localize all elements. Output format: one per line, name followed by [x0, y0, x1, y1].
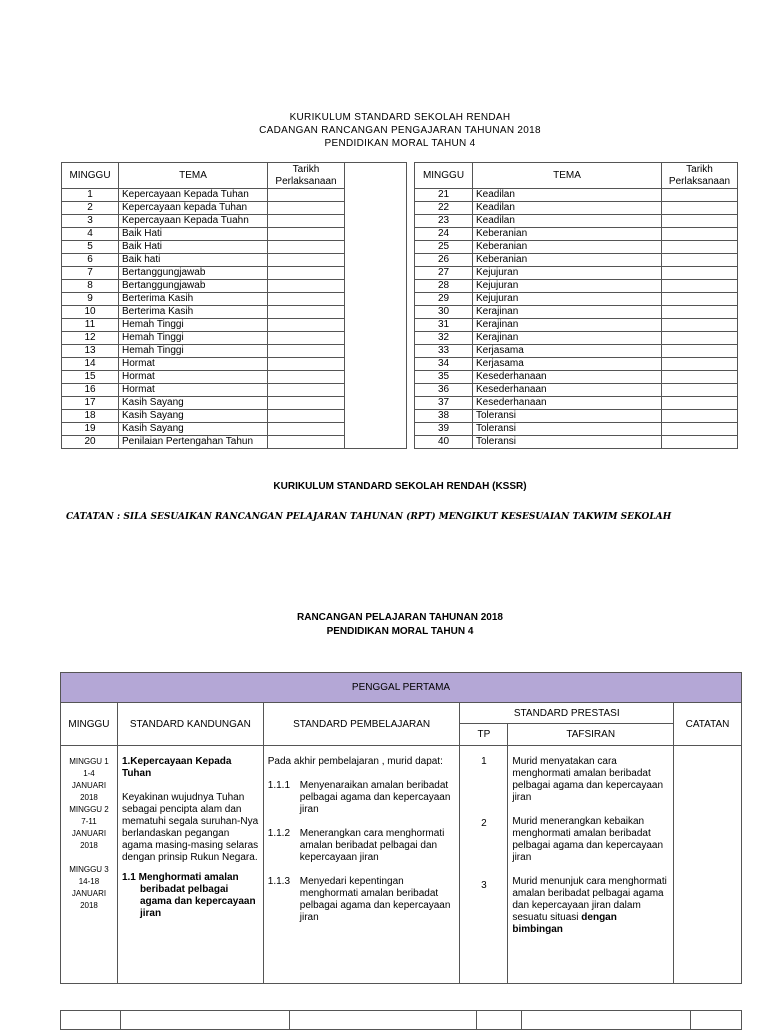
- week-row: [415, 332, 738, 345]
- kandungan-title: 1.Kepercayaan Kepada Tuhan: [121, 756, 232, 779]
- week-entry: MINGGU 1 1-4 JANUARI 2018: [69, 757, 109, 802]
- col-minggu: MINGGU: [62, 163, 119, 189]
- tp-value: 1: [481, 756, 487, 767]
- week-row: [62, 228, 407, 241]
- week-date: [662, 293, 738, 306]
- week-theme: Berterima Kasih: [119, 306, 268, 319]
- weeks-table-left: [61, 162, 407, 449]
- week-date: [662, 215, 738, 228]
- week-theme: Toleransi: [473, 410, 662, 423]
- week-number: 3: [62, 215, 119, 228]
- week-date: [662, 332, 738, 345]
- week-theme: Hemah Tinggi: [119, 345, 268, 358]
- week-number: 32: [415, 332, 473, 345]
- pembelajaran-item: [268, 828, 456, 864]
- week-theme: Baik Hati: [119, 241, 268, 254]
- week-number: 21: [415, 189, 473, 202]
- item-code: 1.1.2: [267, 828, 291, 839]
- week-row: [62, 423, 407, 436]
- week-theme: Kesederhanaan: [473, 384, 662, 397]
- week-date: [662, 267, 738, 280]
- week-number: 31: [415, 319, 473, 332]
- week-theme: Hormat: [119, 384, 268, 397]
- col-standard-prestasi: STANDARD PRESTASI: [460, 703, 674, 724]
- week-date: [268, 280, 345, 293]
- week-theme: Kesederhanaan: [473, 371, 662, 384]
- week-date: [268, 215, 345, 228]
- week-date: [268, 228, 345, 241]
- week-date: [662, 410, 738, 423]
- week-row: [415, 280, 738, 293]
- week-date: [268, 423, 345, 436]
- week-theme: Baik Hati: [119, 228, 268, 241]
- week-row: [415, 215, 738, 228]
- item-code: 1.1.1: [267, 780, 291, 791]
- item-text: Menyedari kepentingan menghormati amalan beribadat pelbagai agama dan kepercayaan jiran: [299, 876, 451, 923]
- week-theme: Kejujuran: [473, 280, 662, 293]
- kandungan-sub: 1.1 Menghormati amalan beribadat pelbagai agama dan kepercayaan jiran: [121, 872, 256, 919]
- week-number: 7: [62, 267, 119, 280]
- header-line-3: PENDIDIKAN MORAL TAHUN 4: [324, 138, 476, 149]
- week-theme: Toleransi: [473, 423, 662, 436]
- kssr-title: KURIKULUM STANDARD SEKOLAH RENDAH (KSSR): [273, 481, 527, 492]
- week-date: [268, 241, 345, 254]
- tp-cell: [460, 746, 508, 984]
- week-row: [415, 371, 738, 384]
- col-tafsiran: TAFSIRAN: [508, 724, 674, 746]
- col-standard-kandungan: STANDARD KANDUNGAN: [117, 703, 263, 746]
- week-number: 14: [62, 358, 119, 371]
- week-theme: Bertanggungjawab: [119, 267, 268, 280]
- week-date: [268, 358, 345, 371]
- week-theme: Hemah Tinggi: [119, 319, 268, 332]
- week-theme: Keberanian: [473, 254, 662, 267]
- week-theme: Kepercayaan kepada Tuhan: [119, 202, 268, 215]
- tafsiran-text: Murid menunjuk cara menghormati amalan beribadat pelbagai agama dan kepercayaan jiran dalam sesuatu situasi: [512, 876, 667, 923]
- week-row: [62, 436, 407, 449]
- weeks-right-body: [415, 189, 738, 449]
- week-number: 5: [62, 241, 119, 254]
- rpt-title: [0, 611, 768, 639]
- week-theme: Bertanggungjawab: [119, 280, 268, 293]
- week-theme: Baik hati: [119, 254, 268, 267]
- week-row: [62, 215, 407, 228]
- week-theme: Kesederhanaan: [473, 397, 662, 410]
- week-date: [268, 436, 345, 449]
- week-number: 37: [415, 397, 473, 410]
- week-theme: Kepercayaan Kepada Tuahn: [119, 215, 268, 228]
- week-row: [62, 306, 407, 319]
- week-row: [62, 371, 407, 384]
- week-theme: Kerajinan: [473, 306, 662, 319]
- rpt-table: [60, 672, 742, 984]
- week-row: [62, 202, 407, 215]
- week-theme: Keadilan: [473, 215, 662, 228]
- week-row: [62, 280, 407, 293]
- week-theme: Kasih Sayang: [119, 410, 268, 423]
- week-number: 18: [62, 410, 119, 423]
- week-number: 10: [62, 306, 119, 319]
- week-entry: MINGGU 3 14-18 JANUARI 2018: [69, 865, 109, 910]
- week-row: [415, 397, 738, 410]
- catatan-cell: [674, 746, 742, 984]
- week-theme: Hemah Tinggi: [119, 332, 268, 345]
- week-row: [415, 241, 738, 254]
- col-tema: TEMA: [119, 163, 268, 189]
- week-number: 30: [415, 306, 473, 319]
- week-theme: Kerajinan: [473, 332, 662, 345]
- col-catatan: CATATAN: [674, 703, 742, 746]
- week-theme: Kerjasama: [473, 345, 662, 358]
- col-minggu: MINGGU: [61, 703, 118, 746]
- week-row: [415, 293, 738, 306]
- week-row: [415, 202, 738, 215]
- week-number: 12: [62, 332, 119, 345]
- week-row: [415, 436, 738, 449]
- week-row: [415, 189, 738, 202]
- week-theme: Kerajinan: [473, 319, 662, 332]
- week-date: [268, 345, 345, 358]
- week-date: [268, 319, 345, 332]
- week-row: [415, 306, 738, 319]
- week-date: [662, 397, 738, 410]
- week-row: [415, 228, 738, 241]
- week-number: 8: [62, 280, 119, 293]
- week-number: 33: [415, 345, 473, 358]
- week-date: [268, 384, 345, 397]
- week-number: 11: [62, 319, 119, 332]
- week-row: [62, 254, 407, 267]
- week-date: [268, 397, 345, 410]
- week-row: [62, 319, 407, 332]
- week-number: 22: [415, 202, 473, 215]
- tafsiran-cell: [508, 746, 674, 984]
- week-entry: MINGGU 2 7-11 JANUARI 2018: [69, 805, 109, 850]
- week-theme: Keberanian: [473, 241, 662, 254]
- week-theme: Kejujuran: [473, 267, 662, 280]
- week-row: [62, 384, 407, 397]
- week-theme: Kasih Sayang: [119, 397, 268, 410]
- week-date: [268, 371, 345, 384]
- term-header: PENGGAL PERTAMA: [61, 673, 742, 703]
- week-date: [662, 371, 738, 384]
- item-text: Menerangkan cara menghormati amalan beribadat pelbagai dan kepercayaan jiran: [299, 828, 445, 863]
- week-row: [415, 345, 738, 358]
- week-number: 16: [62, 384, 119, 397]
- week-row: [415, 267, 738, 280]
- week-row: [62, 410, 407, 423]
- week-row: [62, 189, 407, 202]
- weeks-cell: [61, 746, 118, 984]
- week-date: [268, 254, 345, 267]
- week-row: [62, 358, 407, 371]
- document-header: [0, 111, 768, 150]
- col-minggu: MINGGU: [415, 163, 473, 189]
- week-row: [415, 423, 738, 436]
- week-date: [268, 293, 345, 306]
- week-theme: Keadilan: [473, 202, 662, 215]
- week-date: [268, 306, 345, 319]
- week-number: 36: [415, 384, 473, 397]
- week-number: 1: [62, 189, 119, 202]
- week-number: 28: [415, 280, 473, 293]
- weeks-left-body: [62, 189, 407, 449]
- week-row: [415, 254, 738, 267]
- week-number: 27: [415, 267, 473, 280]
- week-date: [268, 189, 345, 202]
- col-tema: TEMA: [473, 163, 662, 189]
- week-row: [415, 410, 738, 423]
- week-row: [62, 397, 407, 410]
- tafsiran-item: Murid menerangkan kebaikan menghormati amalan beribadat pelbagai agama dan kepercayaan jiran: [512, 816, 664, 863]
- week-number: 6: [62, 254, 119, 267]
- week-date: [662, 423, 738, 436]
- week-number: 9: [62, 293, 119, 306]
- week-theme: Toleransi: [473, 436, 662, 449]
- tafsiran-item: [512, 876, 669, 936]
- week-row: [62, 241, 407, 254]
- week-theme: Keadilan: [473, 189, 662, 202]
- week-number: 26: [415, 254, 473, 267]
- week-number: 15: [62, 371, 119, 384]
- tp-value: 3: [481, 880, 487, 891]
- tafsiran-item: Murid menyatakan cara menghormati amalan beribadat pelbagai agama dan kepercayaan jiran: [512, 756, 664, 803]
- week-number: 24: [415, 228, 473, 241]
- kandungan-text: Keyakinan wujudnya Tuhan sebagai pencipta alam dan mematuhi segala suruhan-Nya berlandaskan pegangan agama masing-masing selaras dengan prinsip Rukun Negara.: [121, 792, 259, 863]
- week-date: [662, 436, 738, 449]
- pembelajaran-item: [268, 876, 456, 924]
- col-standard-pembelajaran: STANDARD PEMBELAJARAN: [263, 703, 460, 746]
- pembelajaran-intro: Pada akhir pembelajaran , murid dapat:: [267, 756, 443, 767]
- standard-kandungan-cell: [117, 746, 263, 984]
- tafsiran-bold: dengan bimbingan: [512, 912, 617, 935]
- weeks-table-right: [414, 162, 738, 449]
- col-tarikh: Tarikh Perlaksanaan: [268, 163, 345, 189]
- week-theme: Penilaian Pertengahan Tahun: [119, 436, 268, 449]
- week-theme: Hormat: [119, 371, 268, 384]
- week-theme: Kasih Sayang: [119, 423, 268, 436]
- week-number: 23: [415, 215, 473, 228]
- week-date: [662, 319, 738, 332]
- week-theme: Keberanian: [473, 228, 662, 241]
- pembelajaran-item: [268, 780, 456, 816]
- week-number: 39: [415, 423, 473, 436]
- rpt-title-line-2: PENDIDIKAN MORAL TAHUN 4: [326, 626, 474, 637]
- rpt-title-line-1: RANCANGAN PELAJARAN TAHUNAN 2018: [297, 612, 503, 623]
- week-number: 29: [415, 293, 473, 306]
- item-code: 1.1.3: [267, 876, 291, 887]
- week-theme: Kejujuran: [473, 293, 662, 306]
- week-number: 17: [62, 397, 119, 410]
- week-date: [268, 202, 345, 215]
- week-date: [268, 267, 345, 280]
- header-line-1: KURIKULUM STANDARD SEKOLAH RENDAH: [289, 112, 511, 123]
- week-date: [662, 189, 738, 202]
- week-date: [662, 358, 738, 371]
- col-tarikh: Tarikh Perlaksanaan: [662, 163, 738, 189]
- item-text: Menyenaraikan amalan beribadat pelbagai agama dan kepercayaan jiran: [299, 780, 451, 815]
- standard-pembelajaran-cell: [263, 746, 460, 984]
- week-number: 34: [415, 358, 473, 371]
- week-row: [62, 293, 407, 306]
- week-row: [62, 332, 407, 345]
- col-tp: TP: [460, 724, 508, 746]
- tp-value: 2: [481, 818, 487, 829]
- week-number: 20: [62, 436, 119, 449]
- week-date: [662, 228, 738, 241]
- week-date: [662, 202, 738, 215]
- week-number: 13: [62, 345, 119, 358]
- week-date: [662, 254, 738, 267]
- week-theme: Berterima Kasih: [119, 293, 268, 306]
- week-date: [268, 410, 345, 423]
- week-date: [662, 280, 738, 293]
- week-number: 40: [415, 436, 473, 449]
- week-number: 2: [62, 202, 119, 215]
- blank-column: [345, 163, 407, 189]
- week-row: [415, 384, 738, 397]
- week-date: [268, 332, 345, 345]
- week-row: [62, 267, 407, 280]
- header-line-2: CADANGAN RANCANGAN PENGAJARAN TAHUNAN 2018: [259, 125, 541, 136]
- week-date: [662, 241, 738, 254]
- next-page-table: [60, 1010, 742, 1030]
- week-row: [62, 345, 407, 358]
- week-theme: Kerjasama: [473, 358, 662, 371]
- week-row: [415, 358, 738, 371]
- week-number: 25: [415, 241, 473, 254]
- week-date: [662, 306, 738, 319]
- week-number: 4: [62, 228, 119, 241]
- week-number: 35: [415, 371, 473, 384]
- week-date: [662, 384, 738, 397]
- week-theme: Kepercayaan Kepada Tuhan: [119, 189, 268, 202]
- catatan-note: CATATAN : SILA SESUAIKAN RANCANGAN PELAJARAN TAHUNAN (RPT) MENGIKUT KESESUAIAN TAKWIM SEKOLAH: [66, 512, 672, 522]
- week-theme: Hormat: [119, 358, 268, 371]
- week-date: [662, 345, 738, 358]
- week-number: 19: [62, 423, 119, 436]
- week-number: 38: [415, 410, 473, 423]
- week-row: [415, 319, 738, 332]
